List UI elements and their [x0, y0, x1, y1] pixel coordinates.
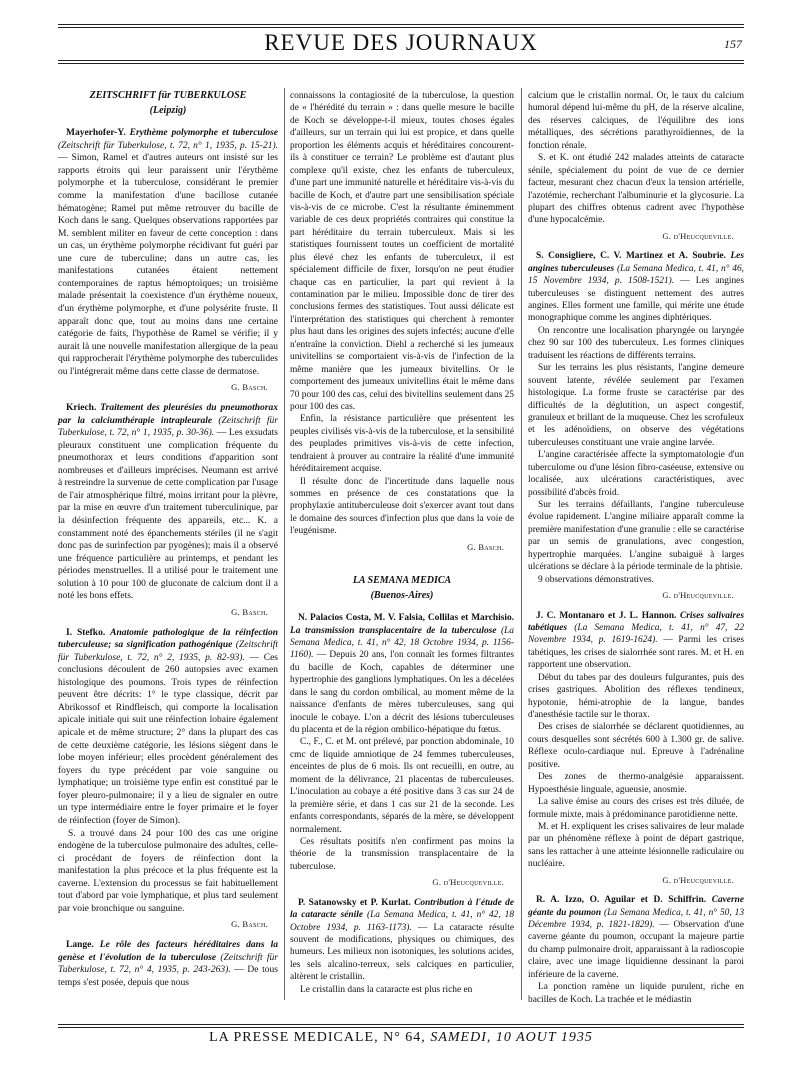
article-authors: Lange. [66, 940, 94, 950]
article-paragraph: Sur les terrains défaillants, l'angine tuberculeuse évolue rapidement. L'angine miliaire apparaît comme la première manifestation d'une granulie : elle se caractérise par un semis de granulations, avec congestion, hypertrophie marquées. L'angine subaiguë à larges ulcérations se déclare à la période terminale de la phtisie. [528, 500, 744, 573]
article-body: — Parmi les crises tabétiques, les crises de sialorrhée sont rares. M. et H. en rapportent une observation. [528, 635, 745, 671]
page-footer [58, 1030, 744, 1046]
journal-name: LA SEMANA MEDICA [352, 575, 452, 587]
header-rule-top-2 [58, 27, 744, 28]
article-paragraph: La ponction ramène un liquide purulent, riche en bacilles de Koch. La trachée et le médiastin [528, 982, 744, 1005]
article-signature: G. Basch. [231, 919, 268, 930]
article-title: Crises salivaires tabétiques [528, 610, 744, 633]
article-paragraph: 9 observations démonstratives. [538, 574, 654, 585]
footer-rule [58, 1024, 744, 1025]
article-paragraph: Début du tabes par des douleurs fulgurantes, puis des crises gastriques. Abolition des réflexes tendineux, hypotonie, hémi-atrophie de la langue, bandes d'anesthésie tactile sur le thorax. [528, 672, 744, 720]
article-paragraph: S. a trouvé dans 24 pour 100 des cas une origine endogène de la tuberculose pulmonaire des adultes, celle-ci procédant de foyers de réinfection dont la manifestation la plus précoce et la plus fréquente est la caverne. L'extension du processus se fait habituellement tout d'abord par voie lymphatique, et plus tard seulement par voie bronchique ou sanguine. [58, 828, 278, 914]
article-continued [290, 90, 514, 553]
article-paragraph: Enfin, la résistance particulière que présentent les peuples civilisés vis-à-vis de la tuberculose, et la sensibilité des peuplades primitives vis-à-vis de cette infection, tendraient à prouver au contraire la réalité d'une immunité héréditairement acquise. [290, 414, 514, 475]
journal-city: (Leipzig) [149, 104, 187, 116]
article-title: Erythème polymorphe et tuberculose [129, 128, 279, 139]
journal-city: (Buenos-Aires) [370, 589, 434, 601]
article-paragraph: Il résulte donc de l'incertitude dans laquelle nous sommes en présence de ces constatations que la prophylaxie antituberculeuse doit s'exercer avant tout dans le domaine des sources d'infection plus que dans la voie de l'eugénisme. [290, 476, 514, 537]
article-paragraph: Le cristallin dans la cataracte est plus riche en [300, 984, 473, 995]
article-authors: J. C. Montanaro et J. L. Hannon. [536, 610, 677, 621]
article-authors: Kriech. [66, 402, 97, 413]
article [528, 610, 744, 887]
article-body: — Observation d'une caverne géante du poumon, occupant la majeure partie du champ pulmonaire droit, apparaissant à la radioscopie claire, avec une image liquidienne dessinant la paroi inférieure de la caverne. [528, 920, 744, 980]
running-header-title: REVUE DES JOURNAUX [264, 30, 538, 55]
article-reference: (La Semana Medica, t. 41, n° 42, 18 Octobre 1934, p. 1156-1160). [290, 625, 514, 661]
article [58, 127, 278, 394]
article-body: — De tous temps s'est posée, depuis que nous [58, 965, 278, 988]
article-body: — Les exsudats pleuraux constituent une complication fréquente du pneumothorax et leurs conditions d'apparition sont nombreuses et d'ailleurs imprécises. Neumann est arrivé à restreindre la survenue de cette complication par l'usage de l'air atmosphérique filtré, moins irritant pour la plèvre, par la mise en œuvre d'un traitement tuberculinique, par la désinfection fréquente des appareils, etc... K. a constamment noté des épanchements stériles (il ne s'agit donc pas de surinfection par pyogènes); mais il a observé une fréquence particulière au printemps, et pendant les périodes menstruelles. Il a utilisé pour le traitement une solution à 10 pour 100 de gluconate de calcium dont il a noté les bons effets. [58, 428, 279, 602]
article-authors: I. Stefko. [66, 627, 106, 638]
article-title: Traitement des pleurésies du pneumothorax par la calciumthérapie intrapleurale [58, 402, 278, 426]
article-reference: (Zeitschrift für Tuberkulose, t. 72, n° 1, 1935, p. 30-36). [58, 415, 278, 439]
article [528, 250, 744, 601]
column-1 [58, 90, 278, 997]
article-signature: G. Basch. [231, 382, 268, 393]
article-paragraph: Ces résultats positifs n'en confirment pas moins la théorie de la transmission transplacentaire de la tuberculose. [290, 836, 514, 872]
article-authors: Mayerhofer-Y. [66, 128, 126, 139]
article-authors: S. Consigliere, C. V. Martinez et A. Soubrie. [536, 251, 726, 262]
article [290, 612, 514, 889]
article-title: La transmission transplacentaire de la tuberculose [290, 625, 497, 636]
header-rule-bottom [58, 60, 744, 61]
article-paragraph: Sur les terrains les plus résistants, l'angine demeure souvent latente, révélée seulement par l'examen histologique. La forme fruste se caractérise par des difficultés de la déglutition, un aspect congestif, granuleux et brillant de la muqueuse. Chez les scrofuleux et les adénoïdiens, on observe des végétations tuberculeuses constituant une vraie angine larvée. [528, 363, 744, 448]
article-body: — La cataracte résulte souvent de modifications, physiques ou chimiques, des humeurs. Les milieux non isotoniques, les solutions acides, les sels alcalino-terreux, sels calciques en particulier, altèrent le cristallin. [290, 922, 515, 983]
article-authors: P. Satanowsky et P. Kurlat. [298, 897, 411, 908]
header-rule-bottom-2 [58, 63, 744, 64]
article-paragraph: Des crises de sialorrhée se déclarent quotidiennes, au cours desquelles sont sécrétés 600 à 1.300 gr. de salive. Réflexe oculo-cardiaque nul. Epreuve à l'adrénaline positive. [528, 722, 744, 770]
article-reference: (Zeitschrift für Tuberkulose, t. 72, n° 2, 1935, p. 82-93). [58, 640, 279, 663]
article-paragraph: M. et H. expliquent les crises salivaires de leur malade par un phénomène réflexe à point de départ gastrique, sans les rattacher à une atteinte lésionnelle radiculaire ou nucléaire. [528, 821, 744, 870]
article [58, 627, 278, 932]
article-reference: (La Semana Medica, t. 41, n° 50, 13 Décembre 1934, p. 1821-1829). [528, 907, 745, 930]
article-paragraph: S. et K. ont étudié 242 malades atteints de cataracte sénile, spécialement du point de vue de ce dernier facteur, mesurant chez chacun d'eux la tension artérielle, l'azotémie, recherchant l'albuminurie et la glycosurie. La plupart des chiffres obtenus cadrent avec l'hypothèse d'une hypocalcémie. [528, 153, 744, 226]
article-signature: G. d'Heucqueville. [662, 590, 734, 601]
article [58, 939, 278, 989]
article-paragraph: On rencontre une localisation pharyngée ou laryngée chez 90 sur 100 des tuberculeux. Les formes cliniques traduisent les réactions de différents terrains. [528, 325, 744, 361]
article-title: Contribution à l'étude de la cataracte sénile [290, 897, 515, 921]
footer-date: SAMEDI, 10 AOUT 1935 [430, 1030, 593, 1045]
article-reference: (La Semana Medica, t. 41, n° 46, 15 Novembre 1934, p. 1508-1521). [528, 263, 745, 287]
header-rule-top [58, 24, 744, 25]
article-title: Les angines tuberculeuses [528, 251, 744, 274]
article-paragraph: Des zones de thermo-analgésie apparaissent. Hypoesthésie linguale, agueusie, anosmie. [528, 772, 744, 795]
footer-rule-2 [58, 1027, 744, 1028]
column-divider-2 [521, 88, 522, 1000]
article [290, 897, 514, 997]
article-reference: (Zeitschrift für Tuberkulose, t. 72, n° 1, 1935, p. 15-21). [58, 140, 278, 151]
article-authors: R. A. Izzo, O. Aguilar et D. Schiffrin. [536, 895, 707, 906]
article [528, 894, 744, 1006]
article-title: Caverne géante du poumon [528, 895, 744, 918]
article-reference: (La Semana Medica, t. 41, n° 47, 22 Novembre 1934, p. 1619-1624). [528, 622, 745, 646]
article [58, 402, 278, 619]
column-2 [290, 90, 514, 1004]
column-divider-1 [284, 88, 285, 1000]
article-reference: (Zeitschrift für Tuberkulose, t. 72, n° 4, 1935, p. 243-263). [58, 952, 278, 976]
article-body: — Depuis 20 ans, l'on connaît les formes filtrantes du bacille de Koch, capables de déterminer une hypertrophie des ganglions lymphatiques. On les a décelées dans le sang du cordon ombilical, au moment même de la naissance d'enfants de mères tuberculeuses, sang qui inocule le cobaye. L'on a décrit des lésions tuberculeuses du placenta et de la région ombilico-hépatique du fœtus. [290, 650, 515, 735]
article-paragraph: connaissons la contagiosité de la tuberculose, la question de « l'hérédité du terrain » : dans quelle mesure le bacille de Koch se développe-t-il mieux, toutes choses égales d'ailleurs, sur un terrain qui lui est propice, et dans quelle proportion les éléments acquis et héréditaires concourent-ils à constituer ce terrain? Le problème est d'autant plus complexe qu'il existe, chez les enfants de tuberculeux, d'une part une immunité naturelle et héréditaire vis-à-vis du bacille de Koch, et d'autre part une sensibilisation spéciale vis-à-vis de ce microbe. C'est la résultante éminemment variable de ces deux propriétés contraires qui constitue la part héréditaire du terrain tuberculeux. Mais si les statistiques fournissent toutes un coefficient de mortalité plus élevé chez les enfants de tuberculeux, il est spécialement difficile de fixer, lorsqu'on ne peut étudier chaque cas en particulier, la part qui revient à la contamination par le milieu. Impossible donc de tirer des conclusions fermes des statistiques. Tout aussi délicate est l'interprétation des statistiques qui cherchent à remonter plus haut dans les origines des sujets infectés; aucune d'elle n'entraîne la conviction. Diehl a recherché si les jumeaux univitellins se comportaient vis-à-vis de l'infection de la même manière que les jumeaux bivitellins. Or le comportement des jumeaux univitellins était le même dans 70 pour 100 des cas, celui des bivitellins seulement dans 25 pour 100 des cas. [290, 91, 515, 412]
journal-name: ZEITSCHRIFT für TUBERKULOSE [89, 90, 247, 101]
article-paragraph: calcium que le cristallin normal. Or, le taux du calcium humoral dépend lui-même du pH, de la réserve alcaline, des réserves calciques, de l'équilibre des ions métalliques, des sécrétions parathyroïdiennes, de la fonction rénale. [528, 91, 744, 151]
article-signature: G. d'Heucqueville. [432, 877, 504, 888]
article-signature: G. Basch. [467, 541, 504, 552]
article-authors: N. Palacios Costa, M. V. Falsia, Collilas et Marchisio. [298, 613, 514, 624]
article-signature: G. d'Heucqueville. [662, 874, 734, 885]
article-body: — Les angines tuberculeuses se distinguent nettement des autres angines. Elles forment une famille, qui mérite une étude monographique comme les angines diphtériques. [528, 276, 744, 324]
article-signature: G. Basch. [231, 606, 268, 617]
article-body: — Ces conclusions découlent de 260 autopsies avec examen histologique des poumons. Trois types de réinfection peuvent être décrits: 1° le type classique, décrit par Abrikossof et Rindfleisch, qui comporte la localisation apicale initiale qui suit une réinfection lobaire également apicale et de même structure; 2° dans la plupart des cas de cette deuxième catégorie, les lésions siègent dans le lobe moyen inférieur; elles procèdent généralement des foyers du type précédent par voie sanguine ou lymphatique; un troisième type enfin est constitué par le foyer pleuro-pulmonaire; il y a lieu de signaler en outre un type intermédiaire entre le foyer primaire et le foyer de réinfection (foyer de Simon). [58, 652, 279, 826]
article-title: Le rôle des facteurs héréditaires dans la genèse et l'évolution de la tuberculose [58, 940, 278, 963]
article-title: Anatomie pathologique de la réinfection tuberculeuse; sa signification pathogénique [58, 627, 279, 651]
footer-journal: LA PRESSE MEDICALE, N° 64, [209, 1030, 431, 1045]
article-signature: G. d'Heucqueville. [662, 230, 734, 241]
page-number: 157 [724, 37, 742, 51]
article-paragraph: L'angine caractérisée affecte la symptomatologie d'un tuberculome ou d'une lésion fibro-caséeuse, extensive ou localisée, aux ulcérations caractéristiques, avec possibilité d'abcès froid. [528, 450, 744, 498]
column-3 [528, 90, 744, 1014]
article-paragraph: C., F., C. et M. ont prélevé, par ponction abdominale, 10 cmc de liquide amniotique de 24 femmes tuberculeuses, enceintes de plus de 6 mois. Ils ont recueilli, en outre, au moment de la délivrance, 21 placentas de tuberculeuses. L'inoculation au cobaye a été positive dans 3 cas sur 24 de la première série, et dans 1 cas sur 21 de la seconde. Les enfants correspondants, séparés de la mère, se développent normalement. [290, 737, 514, 835]
article-reference: (La Semana Medica, t. 41, n° 42, 18 Octobre 1934, p. 1163-1173). [290, 910, 515, 933]
article-paragraph: La salive émise au cours des crises est très diluée, de formule mixte, mais à prédominance parotidienne nette. [528, 797, 744, 820]
article-body: — Simon, Ramel et d'autres auteurs ont insisté sur les rapports étroits qui leur paraissent unir l'érythème polymorphe et la tuberculose, considérant le premier comme la manifestation d'une bacillose cutanée hématogène; Ramel put même retrouver du bacille de Koch dans le sang. Quelques observations rapportées par M. semblent militer en faveur de cette conception : dans un cas, un érythème polymorphe récidivant fut guéri par une cure de tuberculine; dans un autre cas, les manifestations cutanées étaient nettement contemporaines de raptus hémoptoïques; un troisième malade présentait la coexistence d'un érythème noueux, d'un érythème polymorphe, et d'une polysérite fruste. Il apparaît donc que, tout au moins dans une certaine catégorie de faits, l'hypothèse de Ramel se vérifie; il y aurait là une nouvelle manifestation allergique de la peau qui rapprocherait l'érythème polymorphe des tuberculides ou l'intégrerait même dans cette classe de dermatose. [58, 153, 278, 377]
article-continued [528, 90, 744, 242]
